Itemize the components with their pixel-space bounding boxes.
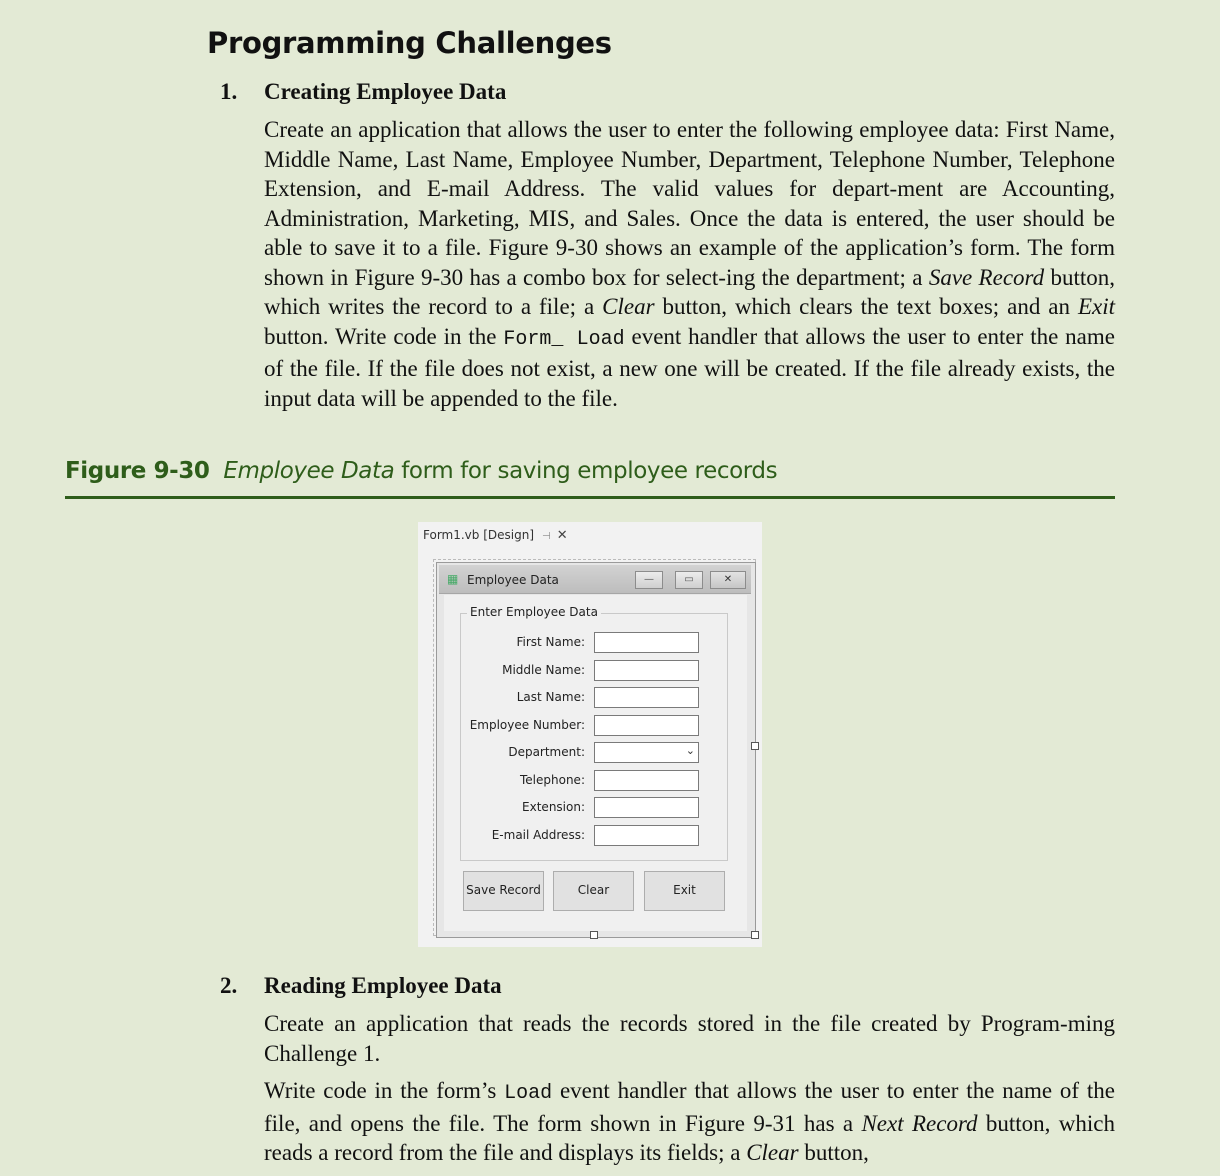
telephone-label: Telephone: [520,773,585,787]
challenge-1-number: 1. [220,79,238,104]
resize-handle-right[interactable] [751,742,759,750]
challenge-1-paragraph: Create an application that allows the user to enter the following employee data: First Name, Middle Name, Last Name, Employee Number, Department, Telephone Number, Telephone Extension, and E-mail Address. The valid values for depart-ment are Accounting, Administration, Marketing, MIS, and Sales. Once the data is entered, the user should be able to save it to a file. Figure 9-30 shows an example of the application’s form. The form shown in Figure 9-30 has a combo box for select-ing the department; a Save Record button, which writes the record to a file; a Clear button, which clears the text boxes; and an Exit button. Write code in the Form_ Load event handler that allows the user to enter the name of the file. If the file does not exist, a new one will be created. If the file already exists, the input data will be appended to the file. [264,117,1115,411]
figure-rule [65,496,1115,499]
resize-handle-bottom[interactable] [590,931,598,939]
extension-input[interactable] [594,797,699,818]
telephone-input[interactable] [594,770,699,791]
figure-caption: Figure 9-30 Employee Data form for saving employee records [65,458,778,484]
department-combo[interactable] [594,742,699,763]
group-box-title: Enter Employee Data [467,605,601,619]
clear-button[interactable]: Clear [553,871,634,911]
middle-name-label: Middle Name: [502,663,585,677]
form-title: Employee Data [467,573,559,587]
employee-data-form[interactable] [436,562,756,938]
challenge-2-paragraph-1: Create an application that reads the records stored in the file created by Program-ming Challenge 1. [264,1011,1115,1066]
close-icon[interactable]: ✕ [710,571,746,589]
email-address-input[interactable] [594,825,699,846]
designer-screenshot [418,522,762,947]
chevron-down-icon[interactable]: ⌄ [685,744,695,757]
challenge-2-paragraph-2: Write code in the form’s Load event handler that allows the user to enter the name of the file, and opens the file. The form shown in Figure 9-31 has a Next Record button, which reads a record from the file and displays its fields; a Clear button, [264,1078,1115,1165]
employee-number-label: Employee Number: [469,718,585,732]
challenge-2-title: Reading Employee Data [264,973,502,998]
employee-number-input[interactable] [594,715,699,736]
challenge-1-title: Creating Employee Data [264,79,507,104]
last-name-input[interactable] [594,687,699,708]
form-titlebar [439,565,751,594]
first-name-label: First Name: [516,635,585,649]
minimize-icon[interactable]: — [635,571,663,589]
department-label: Department: [508,745,585,759]
section-heading: Programming Challenges [207,26,612,60]
maximize-icon[interactable]: ▭ [675,571,703,589]
resize-handle-corner[interactable] [751,931,759,939]
designer-tab[interactable]: Form1.vb [Design] ⊣ ✕ [423,528,568,543]
group-box [460,605,728,861]
form-icon: ▦ [447,572,459,586]
pin-icon[interactable]: ⊣ [542,531,551,542]
close-tab-icon[interactable]: ✕ [556,528,568,543]
form-client-area [444,595,747,931]
email-address-label: E-mail Address: [491,828,585,842]
save-record-button[interactable]: Save Record [463,871,544,911]
middle-name-input[interactable] [594,660,699,681]
last-name-label: Last Name: [516,690,585,704]
first-name-input[interactable] [594,632,699,653]
challenge-2-number: 2. [220,973,238,998]
exit-button[interactable]: Exit [644,871,725,911]
extension-label: Extension: [522,800,585,814]
